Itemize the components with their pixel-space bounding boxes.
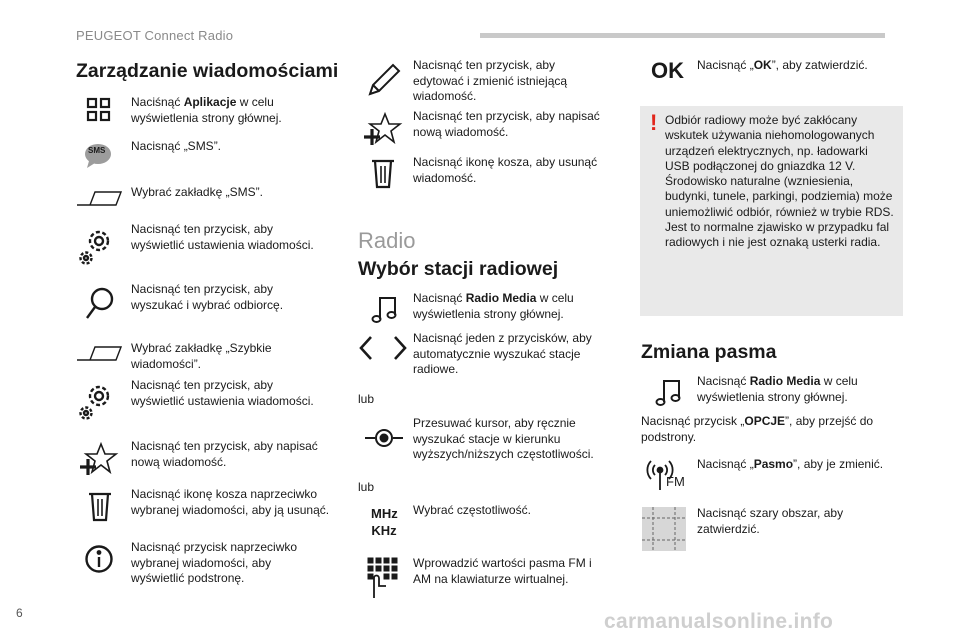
music-note-icon bbox=[655, 377, 681, 407]
item-tab-sms-text: Wybrać zakładkę „SMS”. bbox=[131, 185, 263, 199]
item-ok-text: Nacisnąć „OK”, aby zatwierdzić. bbox=[697, 58, 868, 72]
item-write-text: Nacisnąć ten przycisk, aby napisać nową wiadomość. bbox=[413, 109, 600, 139]
grey-area-icon bbox=[641, 506, 687, 552]
warning-text: Odbiór radiowy może być zakłócany wskutek używania niehomologowanych urządzeń elektrycznych, np. ładowarki USB podłączonej do gniazdka 12 V. Środowisko naturalne (wzniesienia, budynki, tunele, parkingi, podziemia) może uniemożliwić odbiór, również w trybie RDS. Jest to normalne zjawisko w przypadku fal radiowych i nie jest oznaką usterki radia. bbox=[665, 113, 894, 250]
header-rule bbox=[480, 33, 885, 38]
mhz-khz-icon: MHz KHz bbox=[371, 506, 398, 538]
settings-gears-icon bbox=[78, 382, 114, 422]
tab-icon bbox=[76, 345, 122, 361]
section-title-radio: Radio bbox=[358, 228, 416, 253]
settings-gears-icon bbox=[78, 227, 114, 267]
item-settings-text-2: Nacisnąć ten przycisk, aby wyświetlić ustawienia wiadomości. bbox=[131, 378, 314, 408]
item-search-text: Nacisnąć ten przycisk, aby wyszukać i wybrać odbiorcę. bbox=[131, 282, 284, 312]
pencil-icon bbox=[366, 62, 402, 98]
item-delete-text: Nacisnąć ikonę kosza naprzeciwko wybranej wiadomości, aby ją usunąć. bbox=[131, 487, 330, 517]
item-sms-text: Nacisnąć „SMS”. bbox=[131, 139, 222, 153]
music-note-icon bbox=[371, 294, 397, 324]
slider-cursor-icon bbox=[364, 424, 404, 452]
watermark: carmanualsonline.info bbox=[604, 610, 834, 633]
or-label-2: lub bbox=[358, 480, 375, 494]
item-info-text: Nacisnąć przycisk naprzeciwko wybranej wiadomości, aby wyświetlić podstronę. bbox=[131, 540, 298, 585]
star-plus-icon bbox=[361, 112, 403, 146]
apps-grid-icon bbox=[86, 97, 112, 123]
item-trash-text: Nacisnąć ikonę kosza, aby usunąć wiadomość. bbox=[413, 155, 598, 185]
item-grey-area-text: Nacisnąć szary obszar, aby zatwierdzić. bbox=[697, 506, 844, 536]
search-icon bbox=[85, 287, 115, 321]
fm-band-icon bbox=[646, 456, 686, 492]
options-paragraph: Nacisnąć przycisk „OPCJE”, aby przejść do podstrony. bbox=[641, 414, 874, 444]
running-header: PEUGEOT Connect Radio bbox=[76, 28, 234, 43]
item-edit-text: Nacisnąć ten przycisk, aby edytować i zmienić istniejącą wiadomość. bbox=[413, 58, 568, 103]
item-radio-media-text: Nacisnąć Radio Media w celu wyświetlenia strony głównej. bbox=[413, 291, 574, 321]
heading-band-change: Zmiana pasma bbox=[641, 341, 777, 363]
trash-icon bbox=[88, 491, 112, 523]
item-band-text: Nacisnąć „Pasmo”, aby je zmienić. bbox=[697, 457, 884, 471]
item-radio-media-text-2: Nacisnąć Radio Media w celu wyświetlenia strony głównej. bbox=[697, 374, 858, 404]
fm-label: FM bbox=[666, 474, 685, 489]
star-plus-icon bbox=[77, 442, 119, 476]
item-frequency-text: Wybrać częstotliwość. bbox=[413, 503, 531, 517]
chevrons-icon bbox=[358, 335, 408, 361]
warning-icon: ! bbox=[650, 110, 658, 135]
item-new-message-text: Nacisnąć ten przycisk, aby napisać nową wiadomość. bbox=[131, 439, 318, 469]
info-icon bbox=[84, 544, 114, 574]
heading-station-select: Wybór stacji radiowej bbox=[358, 258, 559, 280]
heading-messages: Zarządzanie wiadomościami bbox=[76, 60, 339, 82]
item-settings-text-1: Nacisnąć ten przycisk, aby wyświetlić ustawienia wiadomości. bbox=[131, 222, 314, 252]
sms-icon-label: SMS bbox=[88, 146, 106, 155]
item-tab-quick-text: Wybrać zakładkę „Szybkie wiadomości”. bbox=[131, 341, 272, 371]
item-apps-text: Naciśnąć Aplikacje w celu wyświetlenia strony głównej. bbox=[131, 95, 282, 125]
item-keypad-text: Wprowadzić wartości pasma FM i AM na klawiaturze wirtualnej. bbox=[413, 556, 592, 586]
keypad-icon bbox=[366, 556, 400, 600]
ok-icon: OK bbox=[651, 58, 684, 83]
sms-icon bbox=[83, 142, 113, 170]
item-auto-search-text: Nacisnąć jeden z przycisków, aby automatycznie wyszukać stacje radiowe. bbox=[413, 331, 592, 376]
or-label-1: lub bbox=[358, 392, 375, 406]
page-number: 6 bbox=[16, 606, 23, 620]
trash-icon bbox=[371, 158, 395, 190]
item-manual-search-text: Przesuwać kursor, aby ręcznie wyszukać stacje w kierunku wyższych/niższych częstotliwości. bbox=[413, 416, 594, 461]
tab-icon bbox=[76, 190, 122, 206]
